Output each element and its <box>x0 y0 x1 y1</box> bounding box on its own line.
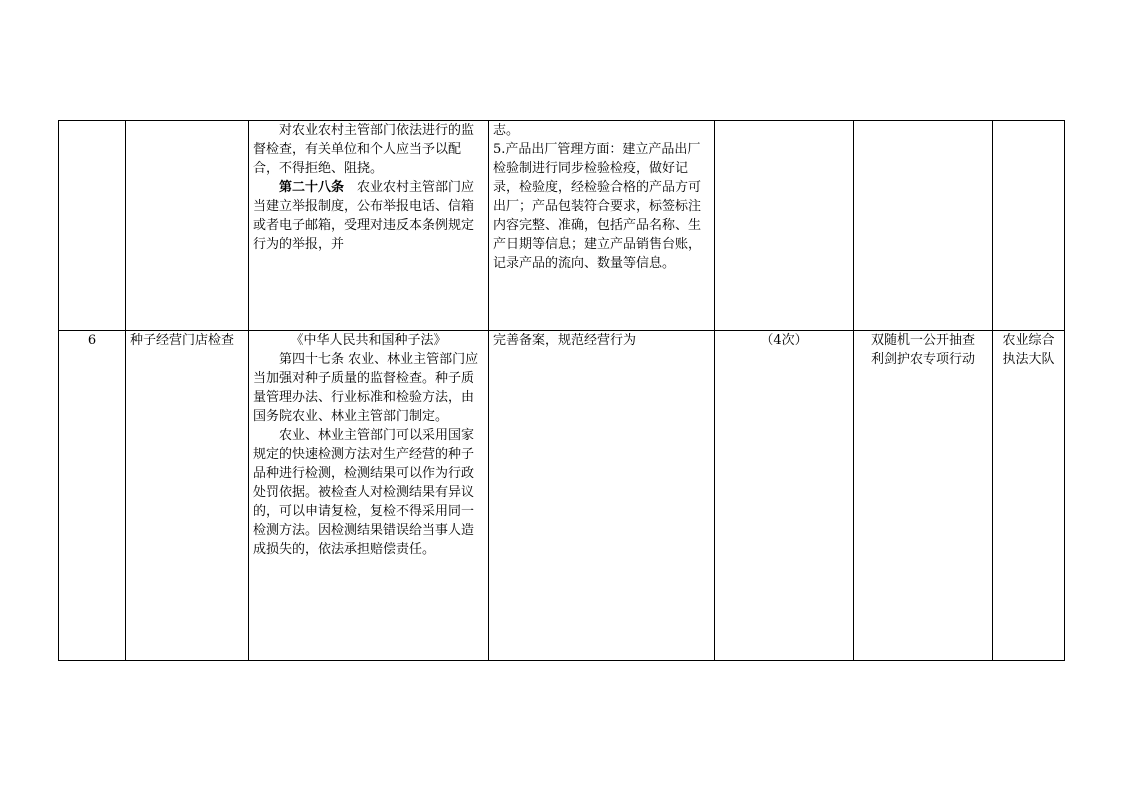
cell-method <box>854 121 993 331</box>
basis-paragraph: 第四十七条 农业、林业主管部门应当加强对种子质量的监督检查。种子质量管理办法、行业标准和检验方法，由国务院农业、林业主管部门制定。 <box>253 352 479 424</box>
article-title: 第二十八条 <box>279 180 345 195</box>
cell-number <box>59 121 126 331</box>
content-line: 5.产品出厂管理方面：建立产品出厂检验制进行同步检验检疫，做好记录，检验度，经检验合格的产品方可出厂；产品包装符合要求，标签标注内容完整、准确，包括产品名称、生产日期等信息；建立产品销售台账，记录产品的流向、数量等信息。 <box>493 142 702 271</box>
basis-article <box>253 178 484 254</box>
law-title: 《中华人民共和国种子法》 <box>290 333 447 348</box>
cell-item: 种子经营门店检查 <box>126 331 249 661</box>
method-line: 利剑护农专项行动 <box>870 352 975 367</box>
basis-paragraph: 农业、林业主管部门可以采用国家规定的快速检测方法对生产经营的种子品种进行检测，检测结果可以作为行政处罚依据。被检查人对检测结果有异议的，可以申请复检，复检不得采用同一检测方法。因检测结果错误给当事人造成损失的，依法承担赔偿责任。 <box>253 428 475 557</box>
method-line: 双随机一公开抽查 <box>870 333 975 348</box>
cell-department <box>993 121 1065 331</box>
table-row <box>59 331 1065 661</box>
cell-content: 完善备案，规范经营行为 <box>489 331 715 661</box>
cell-department: 农业综合执法大队 <box>993 331 1065 661</box>
cell-frequency: （4次） <box>715 331 854 661</box>
article-text: 农业农村主管部门应当建立举报制度，公布举报电话、信箱或者电子邮箱，受理对违反本条例规定行为的举报，并 <box>253 180 475 252</box>
cell-frequency <box>715 121 854 331</box>
cell-content <box>489 121 715 331</box>
cell-method <box>854 331 993 661</box>
basis-paragraph: 对农业农村主管部门依法进行的监督检查，有关单位和个人应当予以配合，不得拒绝、阻挠。 <box>253 123 475 176</box>
cell-basis <box>249 121 489 331</box>
cell-item <box>126 121 249 331</box>
cell-basis <box>249 331 489 661</box>
table-row <box>59 121 1065 331</box>
inspection-table <box>58 120 1065 661</box>
content-line: 志。 <box>493 123 520 138</box>
cell-number: 6 <box>59 331 126 661</box>
